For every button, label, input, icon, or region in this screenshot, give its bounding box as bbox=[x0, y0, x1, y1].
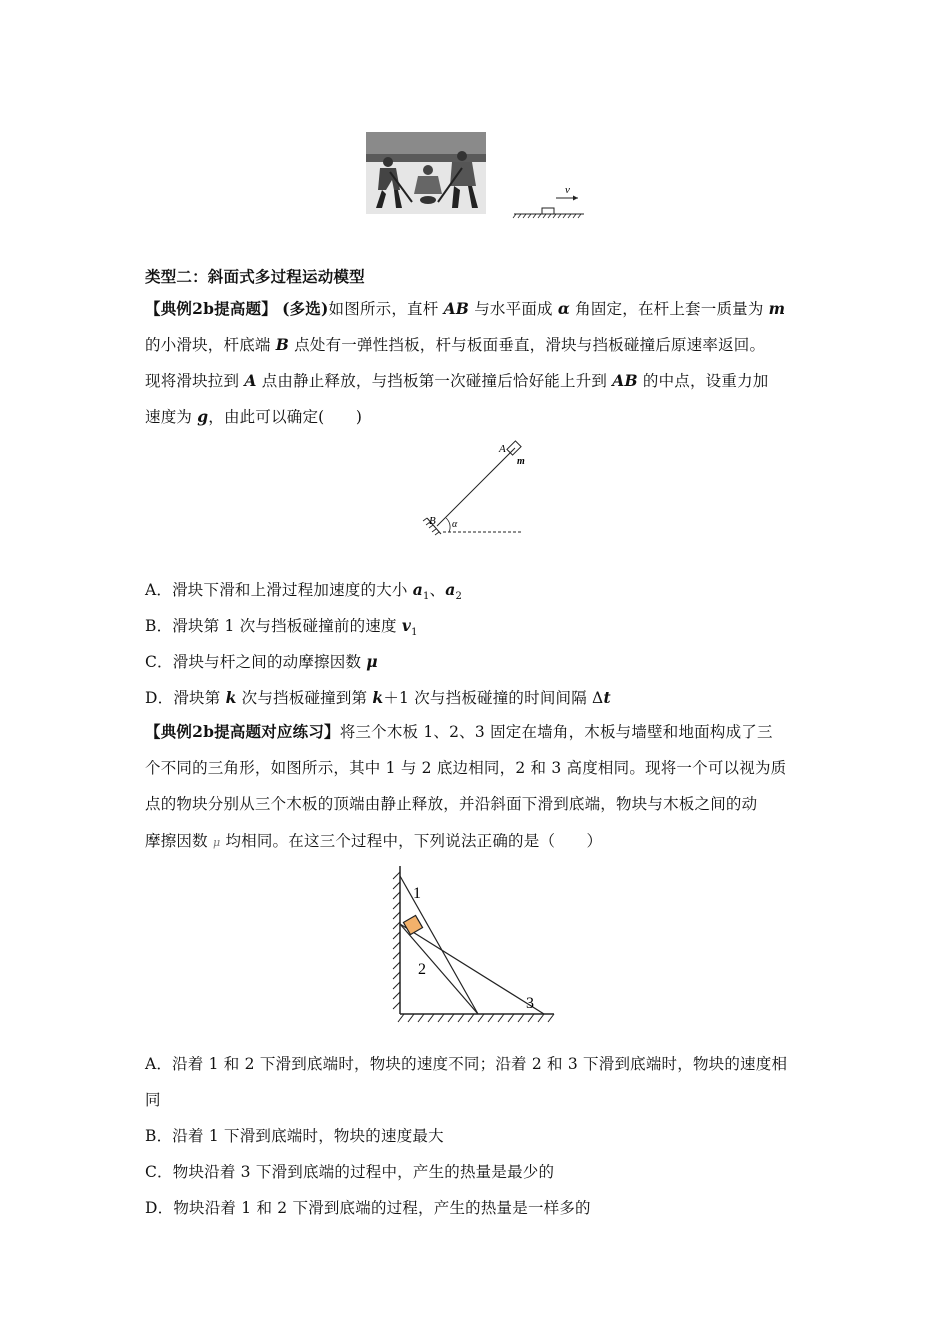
text-run: 如图所示，直杆 bbox=[328, 300, 444, 318]
sliding-block-figure bbox=[510, 182, 590, 222]
text-run: μ bbox=[366, 652, 378, 671]
text-run: 的中点，设重力加 bbox=[637, 372, 769, 390]
example1-option-a bbox=[145, 578, 462, 602]
curling-photo bbox=[366, 132, 486, 214]
text-run: AB bbox=[443, 299, 470, 318]
text-run: α bbox=[557, 299, 571, 318]
example2-tag: 【典例2b提高题对应练习】 bbox=[145, 722, 340, 741]
example2-line3: 点的物块分别从三个木板的顶端由静止释放，并沿斜面下滑到底端，物块与木板之间的动 bbox=[145, 795, 758, 813]
example2-line4 bbox=[145, 829, 602, 851]
section-title: 类型二：斜面式多过程运动模型 bbox=[145, 267, 365, 286]
velocity-label: v bbox=[565, 184, 570, 196]
board-3-label: 3 bbox=[526, 995, 534, 1012]
text-run: 角固定，在杆上套一质量为 bbox=[570, 300, 769, 318]
example2-line1 bbox=[145, 720, 773, 742]
text-run: m bbox=[768, 299, 786, 318]
example1-line1 bbox=[145, 297, 785, 319]
text-run: A．滑块下滑和上滑过程加速度的大小 bbox=[145, 581, 413, 599]
text-run: 将三个木板 1、2、3 固定在墙角，木板与墙壁和地面构成了三 bbox=[339, 723, 773, 741]
text-run: A bbox=[244, 371, 257, 390]
text-run: B bbox=[275, 335, 290, 354]
board-1-label: 1 bbox=[413, 885, 421, 902]
text-run: 摩擦因数 bbox=[145, 832, 208, 850]
text-run: 速度为 bbox=[145, 408, 198, 426]
point-b-label: B bbox=[429, 515, 436, 527]
text-run: 、 bbox=[429, 581, 446, 599]
text-run: 1 bbox=[422, 591, 430, 603]
text-run: D．滑块第 bbox=[145, 689, 226, 707]
example2-option-b: B．沿着 1 下滑到底端时，物块的速度最大 bbox=[145, 1127, 444, 1145]
example2-option-a-cont: 同 bbox=[145, 1091, 161, 1109]
text-run: 现将滑块拉到 bbox=[145, 372, 245, 390]
mu-symbol: μ bbox=[212, 836, 221, 849]
example1-option-b bbox=[145, 614, 418, 638]
example2-line2: 个不同的三角形，如图所示，其中 1 与 2 底边相同，2 和 3 高度相同。现将一个可以视为质 bbox=[145, 759, 787, 777]
example1-option-c bbox=[145, 650, 378, 672]
text-run: 1 bbox=[411, 627, 418, 639]
text-run: 与水平面成 bbox=[469, 300, 558, 318]
example2-option-c: C．物块沿着 3 下滑到底端的过程中，产生的热量是最少的 bbox=[145, 1163, 555, 1181]
board-1 bbox=[400, 876, 478, 1014]
three-boards-figure bbox=[386, 862, 561, 1032]
example1-option-d bbox=[145, 686, 611, 708]
text-run: 点由静止释放，与挡板第一次碰撞后恰好能上升到 bbox=[256, 372, 613, 390]
board-2-label: 2 bbox=[418, 961, 426, 978]
text-run: ＋1 次与挡板碰撞的时间间隔 Δ bbox=[383, 689, 604, 707]
example2-option-a: A．沿着 1 和 2 下滑到底端时，物块的速度不同；沿着 2 和 3 下滑到底端时，物块的速度相 bbox=[145, 1055, 788, 1073]
text-run: a bbox=[445, 580, 456, 599]
example1-line3 bbox=[145, 369, 768, 391]
curling-photo-drawing bbox=[366, 132, 486, 214]
text-run: 均相同。在这三个过程中，下列说法正确的是（ ） bbox=[225, 832, 603, 850]
text-run: 次与挡板碰撞到第 bbox=[236, 689, 373, 707]
text-run: a bbox=[412, 580, 423, 599]
mass-label: m bbox=[517, 456, 525, 467]
text-run: 点处有一弹性挡板，杆与板面垂直，滑块与挡板碰撞后原速率返回。 bbox=[289, 336, 766, 354]
point-a-label: A bbox=[499, 443, 506, 455]
text-run: k bbox=[225, 688, 237, 707]
example1-line4 bbox=[145, 405, 362, 427]
text-run: B．滑块第 1 次与挡板碰撞前的速度 bbox=[145, 617, 402, 635]
text-run: C．滑块与杆之间的动摩擦因数 bbox=[145, 653, 367, 671]
text-run: v bbox=[401, 616, 412, 635]
text-run: 2 bbox=[455, 591, 463, 603]
text-run: t bbox=[603, 688, 611, 707]
inclined-rod-figure bbox=[415, 438, 535, 548]
text-run: AB bbox=[612, 371, 638, 390]
text-run: ，由此可以确定( ) bbox=[208, 408, 363, 426]
board-2 bbox=[400, 924, 478, 1014]
example1-multi: (多选) bbox=[282, 299, 329, 318]
text-run: k bbox=[372, 688, 384, 707]
example2-option-d: D．物块沿着 1 和 2 下滑到底端的过程，产生的热量是一样多的 bbox=[145, 1199, 591, 1217]
example1-line2 bbox=[145, 333, 765, 355]
text-run: 的小滑块，杆底端 bbox=[145, 336, 276, 354]
text-run: g bbox=[197, 407, 209, 426]
angle-alpha-label: α bbox=[452, 519, 458, 530]
example1-tag: 【典例2b提高题】 bbox=[145, 299, 277, 318]
